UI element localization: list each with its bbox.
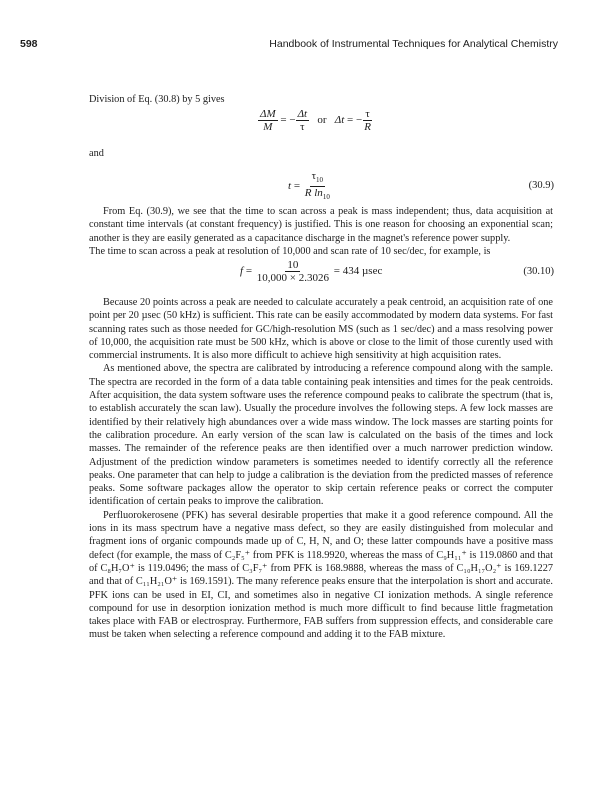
eq1-r: R [364,121,371,133]
eq3-denominator: 10,000 × 2.3026 [256,272,329,284]
intro-text [89,93,553,106]
equation-30-10 [240,259,382,284]
eq2-rln: R ln [304,187,323,200]
fraction-30-9 [303,170,332,203]
eq3-result: = 434 µsec [333,265,383,278]
fraction-dt-tau [296,108,310,133]
equation-number-30-10: (30.10) [523,266,554,277]
eq3-f: f [240,265,244,278]
eq1-tau2: τ [365,108,370,120]
eq3-equals: = [245,265,253,278]
eq1-dt: Δt [297,108,308,120]
equation-30-9 [288,170,332,203]
intro-line: Division of Eq. (30.8) by 5 gives [89,94,225,105]
eq2-numerator [310,170,325,187]
paragraph-5: Perfluorokerosene (PFK) has several desirable properties that make it a good reference compound. All the ions in its mass spectrum have a negative mass defect, so they are easily distinguished from molecular and fragment ions of organic compounds made up of C, H, N, and O; these latter compounds have a positive mass defect (for example, the mass of C₂F₅⁺ from PFK is 118.9920, whereas the mass of C₉H₁₁⁺ is 119.0860 and that of C₈H₇O⁺ is 119.0496; the mass of C₃F₇⁺ from PFK is 168.9888, whereas the mass of C₁₀H₁₇O₂⁺ is 169.1227 and that of C₁₁H₂₁O⁺ is 169.1591). The many reference peaks ensure that the interpolation is short and accurate. PFK ions can be used in EI, CI, and sometimes also in negative CI ionization methods. A single reference compound for use in desorption ionization method is much more difficult to find because little fragmetation takes place with FAB or electrospray. Furthermore, FAB suffers from suppression effects, and considerable care must be taken when selecting a reference compound and adding it to the FAB mixture. [89,509,553,641]
and-line: and [89,148,104,159]
equation-ratio [258,108,373,133]
running-header: Handbook of Instrumental Techniques for Analytical Chemistry [269,38,558,50]
eq2-t: t [288,180,292,193]
eq2-equals: = [293,180,301,193]
eq2-ln-sub: 10 [322,193,330,202]
fraction-tau-r [362,108,373,133]
and-text [89,147,553,160]
paragraph-block-1 [89,205,553,258]
paragraph-1: From Eq. (30.9), we see that the time to scan across a peak is mass independent; thus, data acquisition at constant time intervals (at constant frequency) is justified. This is one reason for choosing an exponential scan; another is they are easily generated as a capacitance discharge in the magnet's reference power supply. [89,206,553,244]
eq1-minus: − [289,114,296,127]
eq1-dt2: Δt [334,114,345,127]
fraction-dm-m [258,108,278,133]
eq1-equals: = [280,114,287,127]
eq3-numerator: 10 [287,259,299,271]
eq1-equals2: = [347,114,354,127]
eq1-tau: τ [300,121,305,133]
paragraph-4: As mentioned above, the spectra are calibrated by introducing a reference compound along with the sample. The spectra are recorded in the form of a data table containing peak intensities and times for the peak centroids. After acquisition, the data system software uses the reference compound peaks to calibrate the spectrum (that is, to establish accurately the scan law). Usually the procedure involves the following steps. A few lock masses are identified by their relatively high abundances over a wide mass window. The lock masses are starting points for the calibration procedure. An early version of the scan law is calculated on the basis of the times and lock masses. The remainder of the reference peaks are then identified over a much narrower prediction window. Adjustment of the prediction window parameters is sometimes needed to identify correctly all the reference peaks. One parameter that can help to judge a calibration is the deviation from the predicted masses of reference peaks. Some software packages allow the operator to skip certain reference peaks or correct the computer identification of certain peaks to improve the calibration. [89,363,553,508]
eq1-or: or [317,114,327,127]
eq2-tau-sub: 10 [316,176,323,185]
eq1-numerator: ΔM [260,108,276,120]
paragraph-block-2 [89,296,553,642]
paragraph-2: The time to scan across a peak at resolution of 10,000 and scan rate of 10 sec/dec, for example, is [89,245,491,257]
eq1-denominator: M [263,121,273,133]
paragraph-3: Because 20 points across a peak are needed to calculate accurately a peak centroid, an acquisition rate of one point per 20 µsec (50 kHz) is sufficient. This rate can be easily accommodated by modern data systems. For fast scanning rates such as those needed for GC/high-resolution MS (such as 1 sec/dec) and a mass resolving power of 10,000, the acquisition rate must be 500 kHz, which is above or close to the limit of those curently used with commercial instruments. It is also more difficult to achieve high sensitivity at high acquisition rates. [89,297,553,362]
fraction-30-10 [255,259,331,284]
eq2-tau: τ [311,170,316,182]
eq1-minus2: − [355,114,363,127]
page-number: 598 [20,38,38,50]
equation-number-30-9: (30.9) [528,180,554,191]
